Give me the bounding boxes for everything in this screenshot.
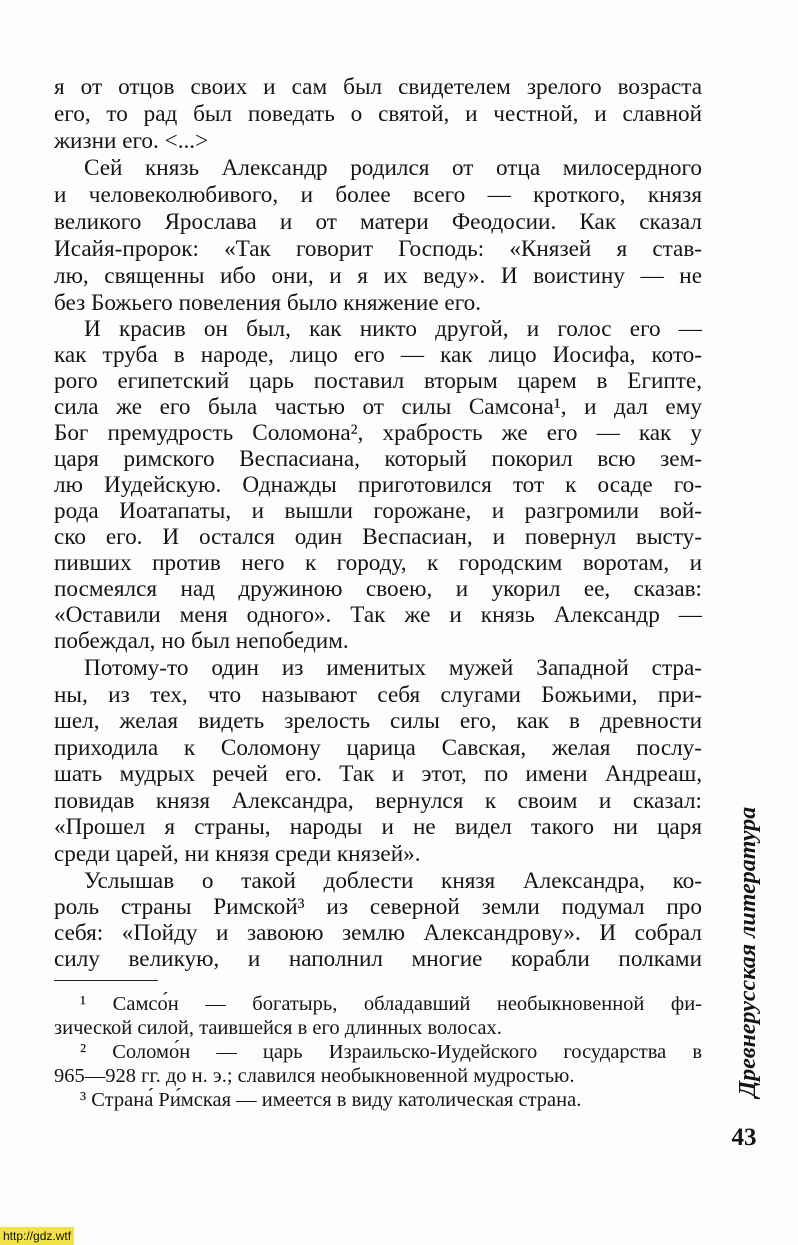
body-line: Сей князь Александр родился от отца милосердного — [84, 155, 702, 181]
body-line: роль страны Римской³ из северной земли подумал про — [54, 894, 702, 920]
body-line: приходила к Соломону царица Савская, желая послу- — [54, 735, 702, 761]
section-side-title-text: Древнерусская литература — [735, 806, 761, 1098]
page-number: 43 — [731, 1124, 757, 1151]
body-line: ско его. И остался один Веспасиан, и повернул высту- — [54, 524, 702, 550]
body-line: великого Ярослава и от матери Феодосии. Как сказал — [54, 209, 702, 235]
body-line: как труба в народе, лицо его — как лицо Иосифа, кото- — [54, 342, 702, 368]
body-line: царя римского Веспасиана, который покорил всю зем- — [54, 446, 702, 472]
body-line: Исайя-пророк: «Так говорит Господь: «Князей я став- — [54, 236, 702, 262]
footnote-line: ³ Страна́ Ри́мская — имеется в виду католическая страна. — [80, 1089, 582, 1111]
watermark-link[interactable]: http://gdz.wtf — [0, 1227, 74, 1245]
body-line: посмеялся над дружиною своею, и укорил ее, сказав: — [54, 576, 702, 602]
body-line: Бог премудрость Соломона², храбрость же его — как у — [54, 420, 702, 446]
body-line: жизни его. <...> — [54, 128, 209, 154]
body-line: «Прошел я страны, народы и не видел такого ни царя — [54, 814, 702, 840]
body-line: лю, священны ибо они, и я их веду». И воистину — не — [54, 263, 702, 289]
body-line: рого египетский царь поставил вторым царем в Египте, — [54, 368, 702, 394]
section-side-title — [734, 797, 762, 1107]
body-line: без Божьего повеления было княжение его. — [54, 290, 482, 316]
body-line: себя: «Пойду и завоюю землю Александрову». И собрал — [54, 920, 702, 946]
body-line: побеждал, но был непобедим. — [54, 628, 349, 654]
body-line: силу великую, и наполнил многие корабли полками — [54, 946, 702, 972]
footnote-line: 965—928 гг. до н. э.; славился необыкновенной мудростью. — [54, 1065, 575, 1087]
footnote-divider — [54, 980, 158, 981]
body-line: лю Иудейскую. Однажды приготовился тот к осаде го- — [54, 472, 702, 498]
body-line: и человеколюбивого, и более всего — кроткого, князя — [54, 182, 702, 208]
body-line: среди царей, ни князя среди князей». — [54, 841, 421, 867]
body-line: Услышав о такой доблести князя Александра, ко- — [84, 868, 702, 894]
body-line: я от отцов своих и сам был свидетелем зрелого возраста — [54, 74, 702, 100]
body-line: ны, из тех, что называют себя слугами Божьими, при- — [54, 682, 702, 708]
body-line: пивших против него к городу, к городским воротам, и — [54, 550, 702, 576]
body-line: рода Иоатапаты, и вышли горожане, и разгромили вой- — [54, 498, 702, 524]
body-line: шел, желая видеть зрелость силы его, как в древности — [54, 708, 702, 734]
body-line: шать мудрых речей его. Так и этот, по имени Андреаш, — [54, 761, 702, 787]
body-line: «Оставили меня одного». Так же и князь Александр — — [54, 602, 702, 628]
body-line: И красив он был, как никто другой, и голос его — — [84, 316, 702, 342]
footnote-line: ² Соломо́н — царь Израильско-Иудейского государства в — [80, 1041, 702, 1063]
body-line: повидав князя Александра, вернулся к своим и сказал: — [54, 788, 702, 814]
footnote-line: ¹ Самсо́н — богатырь, обладавший необыкновенной фи- — [80, 993, 702, 1015]
body-line: его, то рад был поведать о святой, и честной, и славной — [54, 101, 702, 127]
body-line: Потому-то один из именитых мужей Западной стра- — [84, 655, 702, 681]
footnote-line: зической силой, таившейся в его длинных волосах. — [54, 1017, 502, 1039]
body-line: сила же его была частью от силы Самсона¹, и дал ему — [54, 394, 702, 420]
